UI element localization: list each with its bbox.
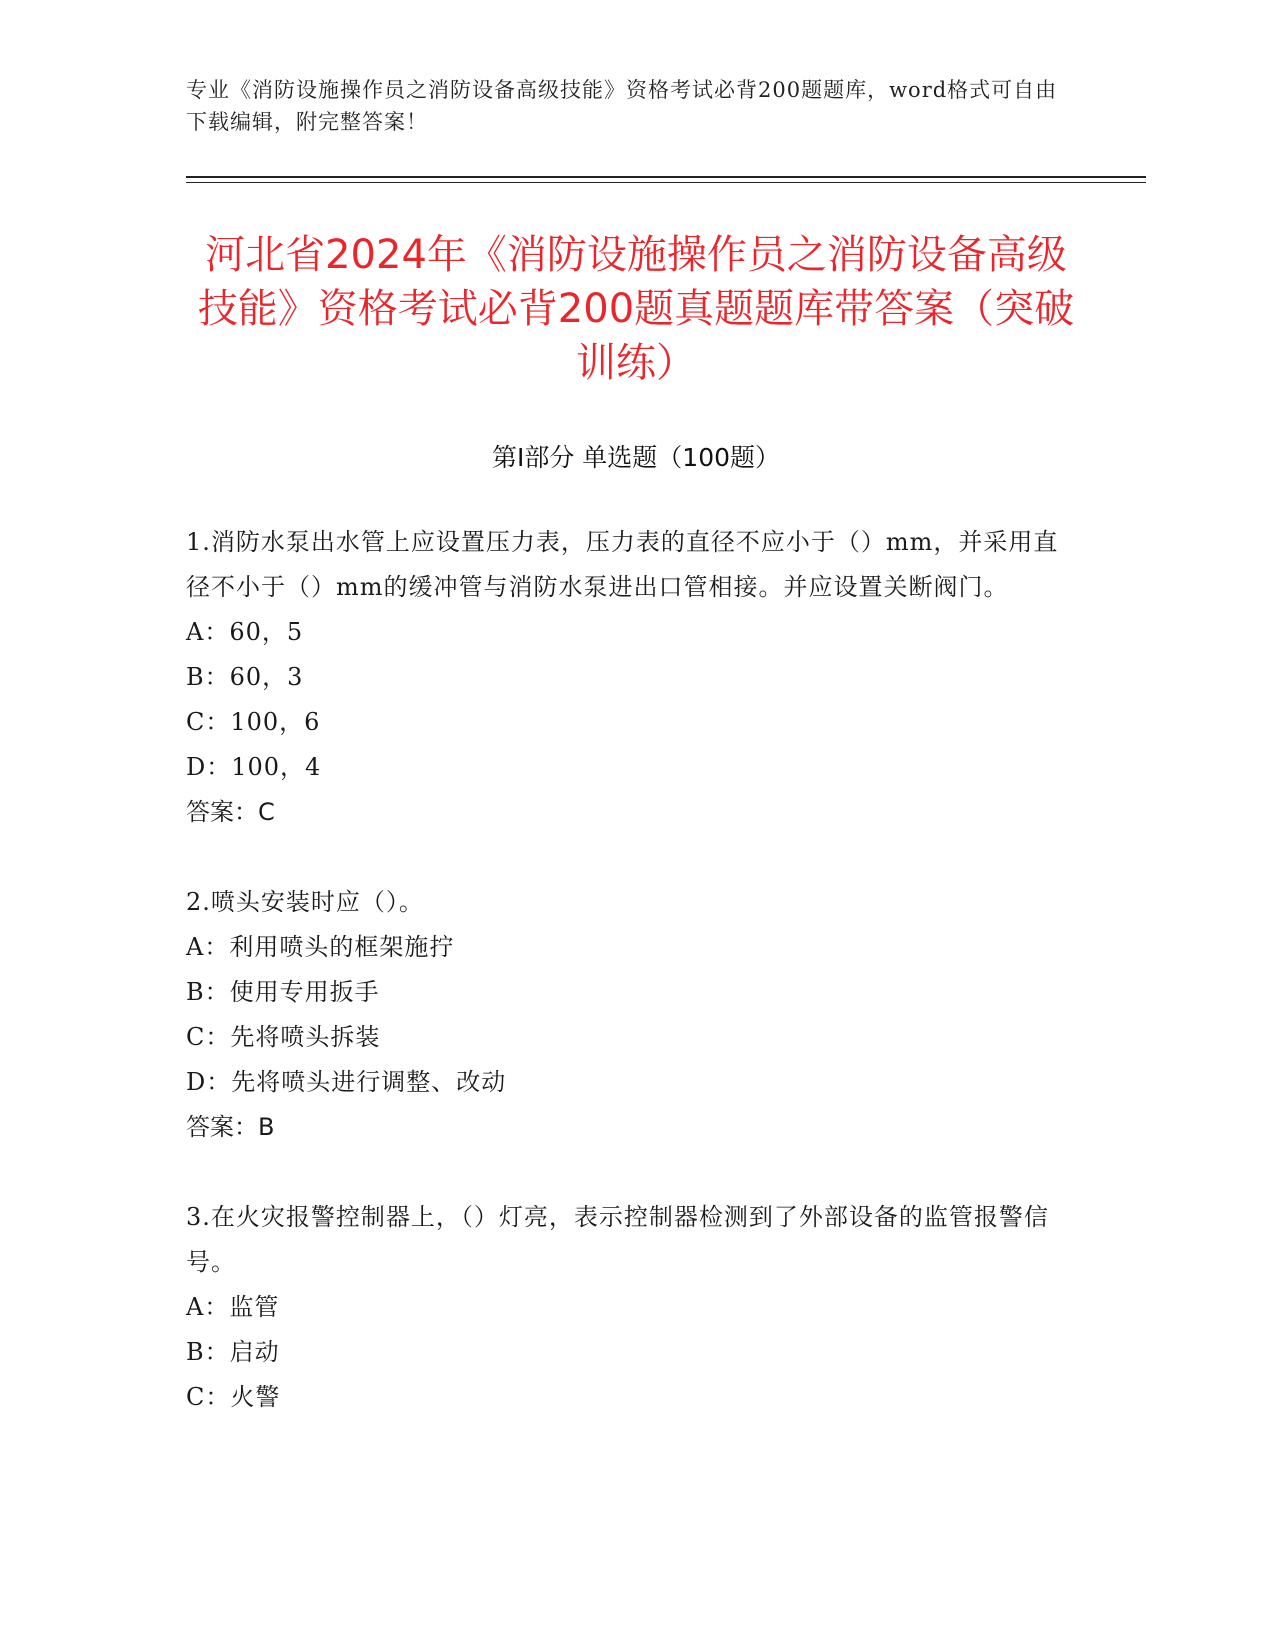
option-d: D：先将喷头进行调整、改动 bbox=[186, 1068, 507, 1096]
option-c: C：100，6 bbox=[186, 708, 321, 736]
option-a: A：利用喷头的框架施拧 bbox=[186, 933, 455, 961]
answer-line: 答案：C bbox=[186, 798, 275, 826]
section-title: 第I部分 单选题（100题） bbox=[491, 443, 781, 472]
header-note: 专业《消防设施操作员之消防设备高级技能》资格考试必背200题题库，word格式可自由下载编辑，附完整答案！ bbox=[186, 78, 1058, 134]
question-list bbox=[186, 520, 1066, 1465]
header-divider-thin bbox=[186, 182, 1146, 183]
document-title: 河北省2024年《消防设施操作员之消防设备高级技能》资格考试必背200题真题题库带答案（突破训练） bbox=[197, 232, 1075, 386]
question-item bbox=[186, 520, 1066, 835]
question-text: 1.消防水泵出水管上应设置压力表，压力表的直径不应小于（）mm，并采用直径不小于（）mm的缓冲管与消防水泵进出口管相接。并应设置关断阀门。 bbox=[186, 528, 1059, 601]
header-divider-thick bbox=[186, 176, 1146, 178]
option-d: D：100，4 bbox=[186, 753, 322, 781]
option-b: B：启动 bbox=[186, 1338, 280, 1366]
document-page bbox=[186, 0, 1146, 1650]
question-text: 2.喷头安装时应（）。 bbox=[186, 888, 424, 916]
option-a: A：60，5 bbox=[186, 618, 304, 646]
question-item bbox=[186, 880, 1066, 1150]
option-a: A：监管 bbox=[186, 1293, 280, 1321]
question-item bbox=[186, 1195, 1066, 1420]
option-b: B：60，3 bbox=[186, 663, 304, 691]
answer-line: 答案：B bbox=[186, 1113, 275, 1141]
option-c: C：火警 bbox=[186, 1383, 281, 1411]
option-c: C：先将喷头拆装 bbox=[186, 1023, 381, 1051]
question-text: 3.在火灾报警控制器上，（）灯亮，表示控制器检测到了外部设备的监管报警信号。 bbox=[186, 1203, 1049, 1276]
option-b: B：使用专用扳手 bbox=[186, 978, 380, 1006]
